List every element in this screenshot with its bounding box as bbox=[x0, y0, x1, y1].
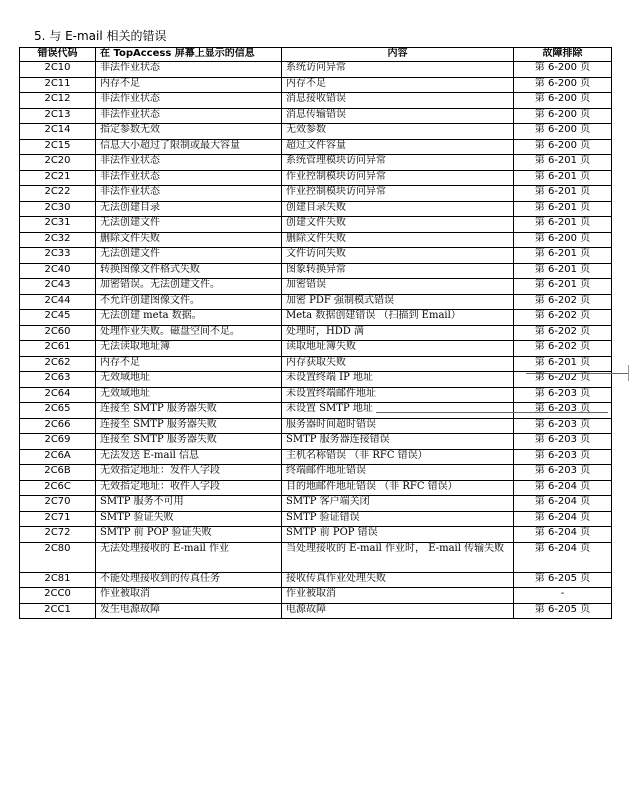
cell-error-code: 2C62 bbox=[20, 356, 96, 372]
table-row bbox=[20, 603, 612, 619]
cell-page-ref: 第 6-203 页 bbox=[514, 403, 612, 419]
table-header-row bbox=[20, 48, 612, 62]
cell-message: 非法作业状态 bbox=[96, 155, 282, 171]
cell-content: 未设置终端 IP 地址 bbox=[282, 372, 514, 388]
cell-message: 无效域地址 bbox=[96, 372, 282, 388]
cell-content: 电源故障 bbox=[282, 603, 514, 619]
cell-page-ref: 第 6-204 页 bbox=[514, 496, 612, 512]
cell-page-ref: 第 6-203 页 bbox=[514, 465, 612, 481]
cell-message: 无法创建 meta 数据。 bbox=[96, 310, 282, 326]
annotation-line bbox=[376, 412, 608, 413]
cell-message: 发生电源故障 bbox=[96, 603, 282, 619]
cell-message: 无效域地址 bbox=[96, 387, 282, 403]
cell-message: 内存不足 bbox=[96, 77, 282, 93]
table-row bbox=[20, 572, 612, 588]
table-row bbox=[20, 588, 612, 604]
annotation-line bbox=[526, 373, 628, 374]
cell-error-code: 2C70 bbox=[20, 496, 96, 512]
cell-page-ref: 第 6-200 页 bbox=[514, 62, 612, 78]
table-row bbox=[20, 372, 612, 388]
cell-page-ref: 第 6-205 页 bbox=[514, 603, 612, 619]
cell-content: SMTP 验证错误 bbox=[282, 511, 514, 527]
cell-message: 信息大小超过了限制或最大容量 bbox=[96, 139, 282, 155]
cell-error-code: 2C10 bbox=[20, 62, 96, 78]
cell-page-ref: 第 6-200 页 bbox=[514, 139, 612, 155]
table-row bbox=[20, 186, 612, 202]
table-row bbox=[20, 527, 612, 543]
cell-content: 作业被取消 bbox=[282, 588, 514, 604]
table-row bbox=[20, 325, 612, 341]
cell-error-code: 2CC0 bbox=[20, 588, 96, 604]
cell-content: 目的地邮件地址错误 （非 RFC 错误） bbox=[282, 480, 514, 496]
table-row bbox=[20, 139, 612, 155]
cell-content: 加密错误 bbox=[282, 279, 514, 295]
table-body bbox=[20, 62, 612, 619]
cell-page-ref: 第 6-200 页 bbox=[514, 108, 612, 124]
cell-error-code: 2C61 bbox=[20, 341, 96, 357]
cell-content: 终端邮件地址错误 bbox=[282, 465, 514, 481]
cell-message: SMTP 前 POP 验证失败 bbox=[96, 527, 282, 543]
cell-content: 创建文件失败 bbox=[282, 217, 514, 233]
cell-error-code: 2C40 bbox=[20, 263, 96, 279]
cell-page-ref: 第 6-200 页 bbox=[514, 77, 612, 93]
cell-error-code: 2C81 bbox=[20, 572, 96, 588]
cell-message: 删除文件失败 bbox=[96, 232, 282, 248]
cell-message: 加密错误。无法创建文件。 bbox=[96, 279, 282, 295]
cell-content: 服务器时间超时错误 bbox=[282, 418, 514, 434]
cell-error-code: 2C13 bbox=[20, 108, 96, 124]
cell-content: 系统管理模块访问异常 bbox=[282, 155, 514, 171]
table-row bbox=[20, 155, 612, 171]
cell-page-ref: 第 6-200 页 bbox=[514, 232, 612, 248]
cell-message: SMTP 验证失败 bbox=[96, 511, 282, 527]
cell-content: 消息传输错误 bbox=[282, 108, 514, 124]
table-row bbox=[20, 124, 612, 140]
cell-message: 非法作业状态 bbox=[96, 62, 282, 78]
table-row bbox=[20, 108, 612, 124]
cell-error-code: 2C69 bbox=[20, 434, 96, 450]
table-row bbox=[20, 496, 612, 512]
cell-page-ref: 第 6-201 页 bbox=[514, 279, 612, 295]
cell-error-code: 2C33 bbox=[20, 248, 96, 264]
cell-error-code: 2C44 bbox=[20, 294, 96, 310]
table-row bbox=[20, 217, 612, 233]
cell-page-ref: 第 6-203 页 bbox=[514, 387, 612, 403]
cell-error-code: 2C71 bbox=[20, 511, 96, 527]
cell-message: 非法作业状态 bbox=[96, 108, 282, 124]
cell-error-code: 2C6A bbox=[20, 449, 96, 465]
cell-content: 当处理接收的 E-mail 作业时， E-mail 传输失败 bbox=[282, 542, 514, 572]
cell-error-code: 2C12 bbox=[20, 93, 96, 109]
cell-content: 主机名称错误 （非 RFC 错误） bbox=[282, 449, 514, 465]
cell-error-code: 2C30 bbox=[20, 201, 96, 217]
cell-content: 图象转换异常 bbox=[282, 263, 514, 279]
cell-page-ref: 第 6-202 页 bbox=[514, 372, 612, 388]
cell-error-code: 2C14 bbox=[20, 124, 96, 140]
cell-content: 删除文件失败 bbox=[282, 232, 514, 248]
cell-content: Meta 数据创建错误 （扫描到 Email） bbox=[282, 310, 514, 326]
cell-message: 无效指定地址：发件人字段 bbox=[96, 465, 282, 481]
cell-page-ref: 第 6-204 页 bbox=[514, 542, 612, 572]
cell-message: 非法作业状态 bbox=[96, 186, 282, 202]
cell-page-ref: 第 6-201 页 bbox=[514, 248, 612, 264]
table-row bbox=[20, 341, 612, 357]
cell-error-code: 2C32 bbox=[20, 232, 96, 248]
cell-content: 未设置终端邮件地址 bbox=[282, 387, 514, 403]
email-error-table bbox=[19, 47, 612, 619]
cell-content: SMTP 前 POP 错误 bbox=[282, 527, 514, 543]
table-row bbox=[20, 418, 612, 434]
cell-error-code: 2C6B bbox=[20, 465, 96, 481]
cell-message: SMTP 服务不可用 bbox=[96, 496, 282, 512]
cell-page-ref: 第 6-201 页 bbox=[514, 217, 612, 233]
cell-page-ref: 第 6-202 页 bbox=[514, 325, 612, 341]
cell-content: 处理时，HDD 满 bbox=[282, 325, 514, 341]
cell-content: 作业控制模块访问异常 bbox=[282, 186, 514, 202]
table-row bbox=[20, 201, 612, 217]
col-header-troubleshooting: 故障排除 bbox=[514, 48, 612, 62]
cell-content: 系统访问异常 bbox=[282, 62, 514, 78]
cell-page-ref: 第 6-201 页 bbox=[514, 170, 612, 186]
cell-error-code: 2C45 bbox=[20, 310, 96, 326]
table-row bbox=[20, 356, 612, 372]
table-row bbox=[20, 263, 612, 279]
table-row bbox=[20, 403, 612, 419]
cell-message: 无法发送 E-mail 信息 bbox=[96, 449, 282, 465]
cell-message: 无法创建目录 bbox=[96, 201, 282, 217]
cell-error-code: 2C64 bbox=[20, 387, 96, 403]
cell-message: 转换图像文件格式失败 bbox=[96, 263, 282, 279]
cell-message: 无法创建文件 bbox=[96, 248, 282, 264]
col-header-topaccess-message: 在 TopAccess 屏幕上显示的信息 bbox=[96, 48, 282, 62]
annotation-line-vertical bbox=[628, 365, 629, 381]
cell-error-code: 2C66 bbox=[20, 418, 96, 434]
cell-page-ref: 第 6-200 页 bbox=[514, 93, 612, 109]
cell-message: 作业被取消 bbox=[96, 588, 282, 604]
cell-page-ref: 第 6-204 页 bbox=[514, 527, 612, 543]
cell-error-code: 2C20 bbox=[20, 155, 96, 171]
cell-page-ref: 第 6-201 页 bbox=[514, 263, 612, 279]
cell-error-code: 2C65 bbox=[20, 403, 96, 419]
cell-error-code: 2C31 bbox=[20, 217, 96, 233]
cell-message: 非法作业状态 bbox=[96, 170, 282, 186]
cell-page-ref: 第 6-204 页 bbox=[514, 511, 612, 527]
cell-page-ref: 第 6-203 页 bbox=[514, 449, 612, 465]
cell-message: 连接至 SMTP 服务器失败 bbox=[96, 418, 282, 434]
cell-error-code: 2C15 bbox=[20, 139, 96, 155]
cell-message: 无效指定地址：收件人字段 bbox=[96, 480, 282, 496]
table-row bbox=[20, 93, 612, 109]
cell-error-code: 2C80 bbox=[20, 542, 96, 572]
table-row bbox=[20, 279, 612, 295]
cell-message: 不允许创建图像文件。 bbox=[96, 294, 282, 310]
cell-content: 创建目录失败 bbox=[282, 201, 514, 217]
cell-content: 无效参数 bbox=[282, 124, 514, 140]
cell-page-ref: 第 6-200 页 bbox=[514, 124, 612, 140]
cell-error-code: 2C43 bbox=[20, 279, 96, 295]
cell-page-ref: 第 6-202 页 bbox=[514, 294, 612, 310]
cell-content: 接收传真作业处理失败 bbox=[282, 572, 514, 588]
cell-message: 处理作业失败。磁盘空间不足。 bbox=[96, 325, 282, 341]
cell-page-ref: 第 6-201 页 bbox=[514, 155, 612, 171]
cell-content: 读取地址簿失败 bbox=[282, 341, 514, 357]
section-heading: 5. 与 E-mail 相关的错误 bbox=[34, 29, 167, 43]
cell-content: SMTP 服务器连接错误 bbox=[282, 434, 514, 450]
table-row bbox=[20, 465, 612, 481]
cell-page-ref: 第 6-202 页 bbox=[514, 341, 612, 357]
cell-error-code: 2C22 bbox=[20, 186, 96, 202]
cell-content: 消息接收错误 bbox=[282, 93, 514, 109]
cell-error-code: 2C72 bbox=[20, 527, 96, 543]
cell-message: 内存不足 bbox=[96, 356, 282, 372]
cell-message: 非法作业状态 bbox=[96, 93, 282, 109]
cell-page-ref: 第 6-204 页 bbox=[514, 480, 612, 496]
table-row bbox=[20, 248, 612, 264]
cell-page-ref: 第 6-201 页 bbox=[514, 356, 612, 372]
cell-message: 无法读取地址簿 bbox=[96, 341, 282, 357]
cell-error-code: 2C63 bbox=[20, 372, 96, 388]
cell-page-ref: 第 6-205 页 bbox=[514, 572, 612, 588]
table-row bbox=[20, 77, 612, 93]
cell-error-code: 2C11 bbox=[20, 77, 96, 93]
cell-content: 超过文件容量 bbox=[282, 139, 514, 155]
table-row bbox=[20, 170, 612, 186]
cell-message: 连接至 SMTP 服务器失败 bbox=[96, 434, 282, 450]
col-header-content: 内容 bbox=[282, 48, 514, 62]
cell-page-ref: 第 6-203 页 bbox=[514, 434, 612, 450]
cell-content: 作业控制模块访问异常 bbox=[282, 170, 514, 186]
cell-content: 未设置 SMTP 地址 bbox=[282, 403, 514, 419]
cell-message: 无法处理接收的 E-mail 作业 bbox=[96, 542, 282, 572]
cell-error-code: 2C60 bbox=[20, 325, 96, 341]
cell-page-ref: - bbox=[514, 588, 612, 604]
cell-error-code: 2C21 bbox=[20, 170, 96, 186]
cell-message: 指定参数无效 bbox=[96, 124, 282, 140]
cell-error-code: 2CC1 bbox=[20, 603, 96, 619]
cell-content: 内存获取失败 bbox=[282, 356, 514, 372]
cell-message: 无法创建文件 bbox=[96, 217, 282, 233]
cell-message: 连接至 SMTP 服务器失败 bbox=[96, 403, 282, 419]
table-row bbox=[20, 480, 612, 496]
cell-content: SMTP 客户端关闭 bbox=[282, 496, 514, 512]
table-row bbox=[20, 294, 612, 310]
cell-content: 内存不足 bbox=[282, 77, 514, 93]
cell-content: 文件访问失败 bbox=[282, 248, 514, 264]
cell-page-ref: 第 6-201 页 bbox=[514, 201, 612, 217]
table-row bbox=[20, 62, 612, 78]
table-row bbox=[20, 434, 612, 450]
table-row bbox=[20, 310, 612, 326]
table-row bbox=[20, 232, 612, 248]
col-header-error-code: 错误代码 bbox=[20, 48, 96, 62]
cell-message: 不能处理接收到的传真任务 bbox=[96, 572, 282, 588]
cell-content: 加密 PDF 强制模式错误 bbox=[282, 294, 514, 310]
cell-page-ref: 第 6-202 页 bbox=[514, 310, 612, 326]
table-row bbox=[20, 542, 612, 572]
cell-error-code: 2C6C bbox=[20, 480, 96, 496]
cell-page-ref: 第 6-203 页 bbox=[514, 418, 612, 434]
table-row bbox=[20, 387, 612, 403]
cell-page-ref: 第 6-201 页 bbox=[514, 186, 612, 202]
table-row bbox=[20, 511, 612, 527]
table-row bbox=[20, 449, 612, 465]
